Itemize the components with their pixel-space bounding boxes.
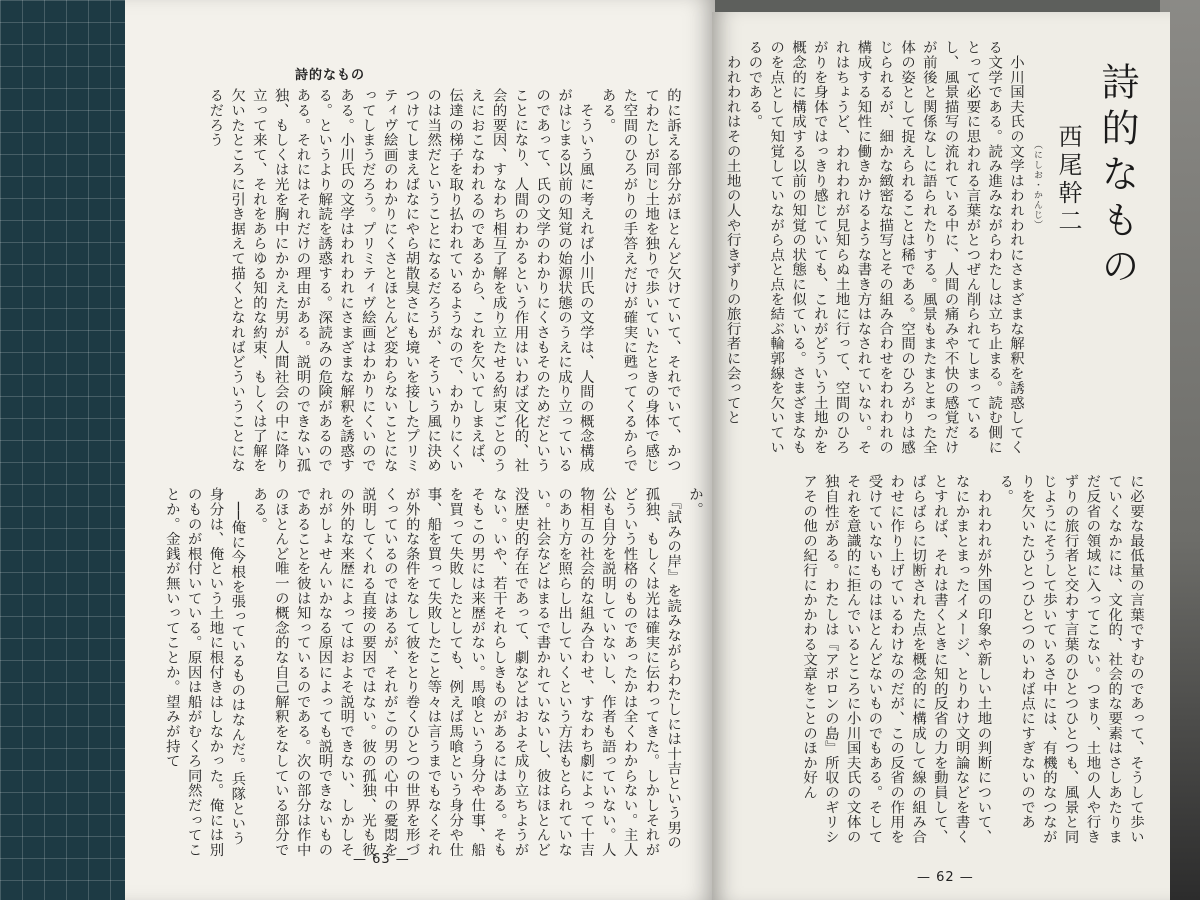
article-title: 詩的なもの xyxy=(1095,62,1139,292)
right-page-top-text: 小川国夫氏の文学はわれわれにさまざまな解釈を誘惑してくる文学である。読み進みながらわたしは立ち止まる。読む側にとって必要に思われる言葉がとつぜん削られてしまっているし、風景描写の流れている中に、人間の痛みや不快の感覚だけが前後と関係なしに語られたりする。風景もまたまとまった全体の姿として捉えられることは稀である。空間のひろがりは感じられるが、細かな緻密な描写とその組み合わせをわれわれの構成する知性に働きかけるような書き方はなされていない。それはちょうど、われわれが見知らぬ土地に行って、空間のひろがりを身体ではっきり感じていても、これがどういう土地かを概念的に構成する以前の知覚の状態に似ている。さまざまなものを点として知覚していながら点と点を結ぶ輪郭線を欠いているのである。 われわれはその土地の人や行きずりの旅行者に会ってと xyxy=(724,40,1024,455)
left-page-bottom-text: か。 『試みの岸』を読みながらわたしには十吉という男の孤独、もしくは光は確実に伝わってきた。しかしそれがどういう性格のものであったかは全くわからない。主人公も自分を説明していないし、作者も語っていない。人物相互の社会的な組み合わせ、すなわち劇によって十吉のあり方を照らし出していくという方法もとられていない。社会などはまるで書かれていないし、彼はほとんど没歴史的存在であって、劇などはおよそ成り立ちようがない。いや、若干それらしきものがあるにはある。そもそもこの男には来歴がない。馬喰という身分や仕事、船を買って失敗したとしても、例えば馬喰という身分や仕事、船を買って失敗したこと等々は言うまでもなくそれが外的な条件をなして彼をとり巻くひとつの世界を形づくっているのではあるが、それがこの男の心中の憂悶を説明してくれる直接の要因ではない。彼の孤独、光も彼の外的な来歴によってはおよそ説明できない、しかしそれがしょせんいかなる原因によっても説明できないものであることを彼は知っているのである。次の部分は作中のほとんど唯一の概念的な自己解釈をなしている部分である。 ──俺に今根を張っているものはなんだ。兵隊という身分は、俺という土地に根付きはしなかった。俺には別のものが根付いている。原因は船がむくろ同然だってことか。金銭が無いってことか。望みが持て xyxy=(163,487,703,857)
page-number-63: — 63 — xyxy=(353,852,410,867)
right-page-bottom-text: に必要な最低量の言葉ですむのであって、そうして歩いていくなかには、文化的、社会的な要素はさしあたりまだ反省の領域に入ってこない。つまり、土地の人や行きずりの旅行者と交わす言葉のひとつひとつも、風景と同じようにそうして歩いているさ中には、有機的なつながりを欠いたひとつひとつのいわば点にすぎないのである。 われわれが外国の印象や新しい土地の判断について、なにかまとまったイメージ、とりわけ文明論などを書くとすれば、それは書くときに知的反省の力を動員して、ばらばらに切断された点を概念的に構成して線の組み合わせに作り上げているわけなのだが、この反省の作用を受けていないものはほとんどないものでもある。そしてそれを意識的に拒んでいるところに小川国夫氏の文体の独自性がある。わたしは『アポロンの島』所収のギリシアその他の紀行にかかわる文章をことのほか好ん xyxy=(801,474,1144,844)
author-name: 西尾幹二 xyxy=(1054,124,1082,236)
page-number-62: — 62 — xyxy=(917,870,974,885)
left-page-top-text: 的に訴える部分がほとんど欠けていて、それでいて、かつてわたしが同じ土地を独りで歩いていたときの身体で感じた空間のひろがりの手答えだけが確実に甦ってくるからである。 そういう風に考えれば小川氏の文学は、人間の概念構成がはじまる以前の知覚の始源状態のうえに成り立っているのであって、氏の文学のわかりにくさもそのためだということになり、人間のわかるという作用はいわば文化的、社会的要因、すなわち相互了解を成り立たせる約束ごとのうえにおこなわれるのであるから、これを欠いてしまえば、伝達の梯子を取り払われているようなので、わかりにくいのは当然だということになるだろうが、そういう風に決めつけてしまえばなにやら胡散臭さにも境いを接したプリミティヴ絵画のわかりにくさとほとんど変わらないことになってしまうだろう。プリミティヴ絵画はわかりにくいのである。小川氏の文学はわれわれにさまざまな解釈を誘惑する。というより解読を誘惑する。深読みの危険があるのである。それにはそれだけの理由がある。説明のできない孤独、もしくは光を胸中にかかえた男が人間社会の中に降り立って来て、それをあらゆる知的な約束、もしくは了解を欠いたところに引き据えて描くとなればどういうことになるだろう xyxy=(207,88,681,473)
left-page xyxy=(125,0,715,900)
right-page xyxy=(712,12,1170,900)
running-header: 詩的なもの xyxy=(295,68,366,83)
cutting-mat-background xyxy=(0,0,130,900)
author-reading: （にしお・かんじ） xyxy=(1032,140,1042,230)
